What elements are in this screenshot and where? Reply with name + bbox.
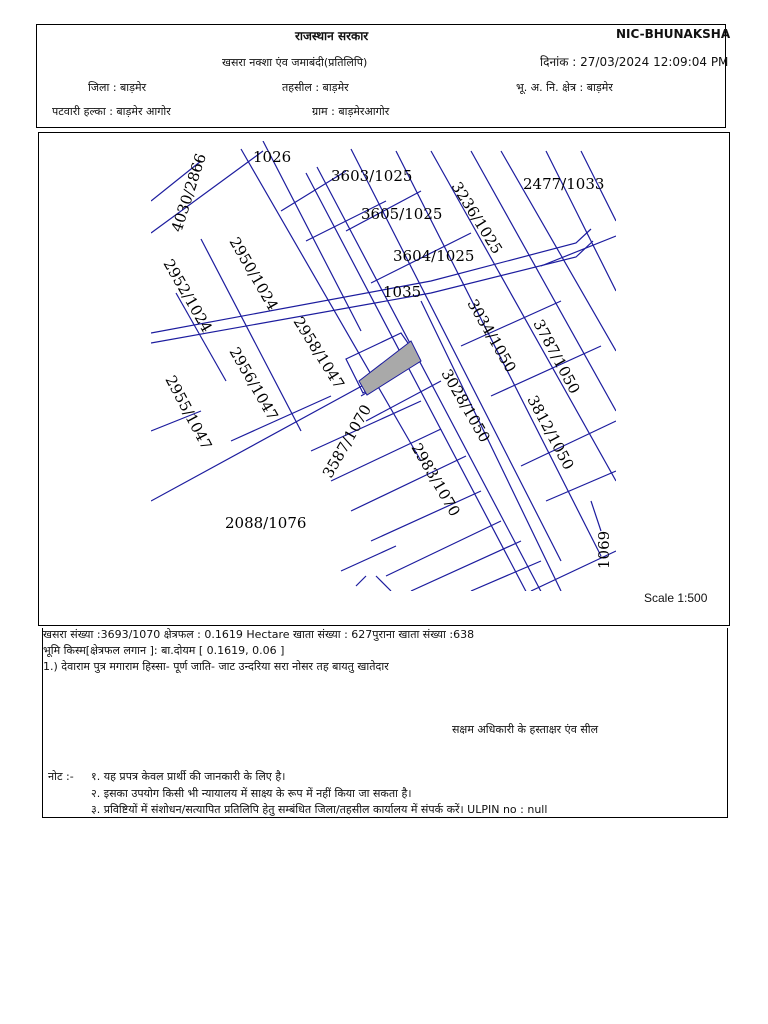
document-title: खसरा नक्शा एंव जमाबंदी(प्रतिलिपि) [222, 56, 368, 69]
parcel-label: 3605/1025 [361, 205, 443, 223]
map-scale: Scale 1:500 [644, 591, 708, 605]
cadastral-map-panel [38, 132, 730, 626]
parcel-label: 3787/1050 [529, 316, 584, 397]
village-label: ग्राम : बाड़मेरआगोर [312, 105, 390, 118]
parcel-label: 3603/1025 [331, 167, 413, 185]
parcel-label: 2477/1033 [523, 175, 605, 193]
parcel-label: 3604/1025 [393, 247, 475, 265]
note-label: नोट :- [48, 770, 74, 783]
road-label: 1035 [383, 283, 422, 301]
parcel-label: 4030/2866 [167, 151, 210, 235]
signature-label: सक्षम अधिकारी के हस्ताक्षर एंव सील [452, 723, 599, 736]
parcel-label: 2956/1047 [225, 344, 282, 424]
govt-title: राजस्थान सरकार [295, 29, 369, 43]
date-time: दिनांक : 27/03/2024 12:09:04 PM [540, 55, 729, 69]
parcel-label: 3034/1050 [463, 296, 520, 376]
land-type-details: भूमि किस्म[क्षेत्रफल लगान ]: बा.दोयम [ 0.1619, 0.06 ] [43, 644, 285, 657]
cadastral-map [39, 133, 729, 625]
parcel-label: 3587/1070 [318, 401, 376, 481]
note-1: १. यह प्रपत्र केवल प्रार्थी की जानकारी के लिए है। [91, 770, 286, 783]
parcel-label: 3812/1050 [523, 392, 578, 473]
land-record-area-label: भू. अ. नि. क्षेत्र : बाड़मेर [516, 81, 613, 94]
district-label: जिला : बाड़मेर [88, 81, 147, 94]
brand-label: NIC-BHUNAKSHA [616, 27, 731, 41]
parcel-label: 1026 [253, 148, 292, 166]
khasra-details: खसरा संख्या :3693/1070 क्षेत्रफल : 0.1619 Hectare खाता संख्या : 627पुराना खाता संख्या :638 [43, 628, 475, 641]
parcel-label: 2983/1070 [407, 440, 464, 520]
note-2: २. इसका उपयोग किसी भी न्यायालय में साक्ष्य के रूप में नहीं किया जा सकता है। [91, 787, 412, 800]
parcel-label: 2088/1076 [225, 514, 307, 532]
parcel-label: 2958/1047 [289, 313, 349, 393]
parcel-label: 3236/1025 [447, 178, 507, 258]
parcel-label: 3028/1050 [437, 366, 494, 446]
owner-details: 1.) देवाराम पुत्र मगाराम हिस्सा- पूर्ण जाति- जाट उन्दरिया सरा नोसर तह बायतु खातेदार [43, 660, 389, 673]
patwari-halka-label: पटवारी हल्का : बाड़मेर आगोर [52, 105, 171, 118]
parcel-label: 2952/1024 [159, 256, 216, 336]
parcel-label: 2955/1047 [161, 372, 216, 453]
parcel-label: 2950/1024 [225, 234, 282, 314]
tehsil-label: तहसील : बाड़मेर [282, 81, 349, 94]
note-3: ३. प्रविष्टियों में संशोधन/सत्यापित प्रतिलिपि हेतु सम्बंधित जिला/तहसील कार्यालय में संपर्क करें। ULPIN no : null [91, 803, 548, 816]
parcel-label: 1069 [595, 530, 613, 569]
